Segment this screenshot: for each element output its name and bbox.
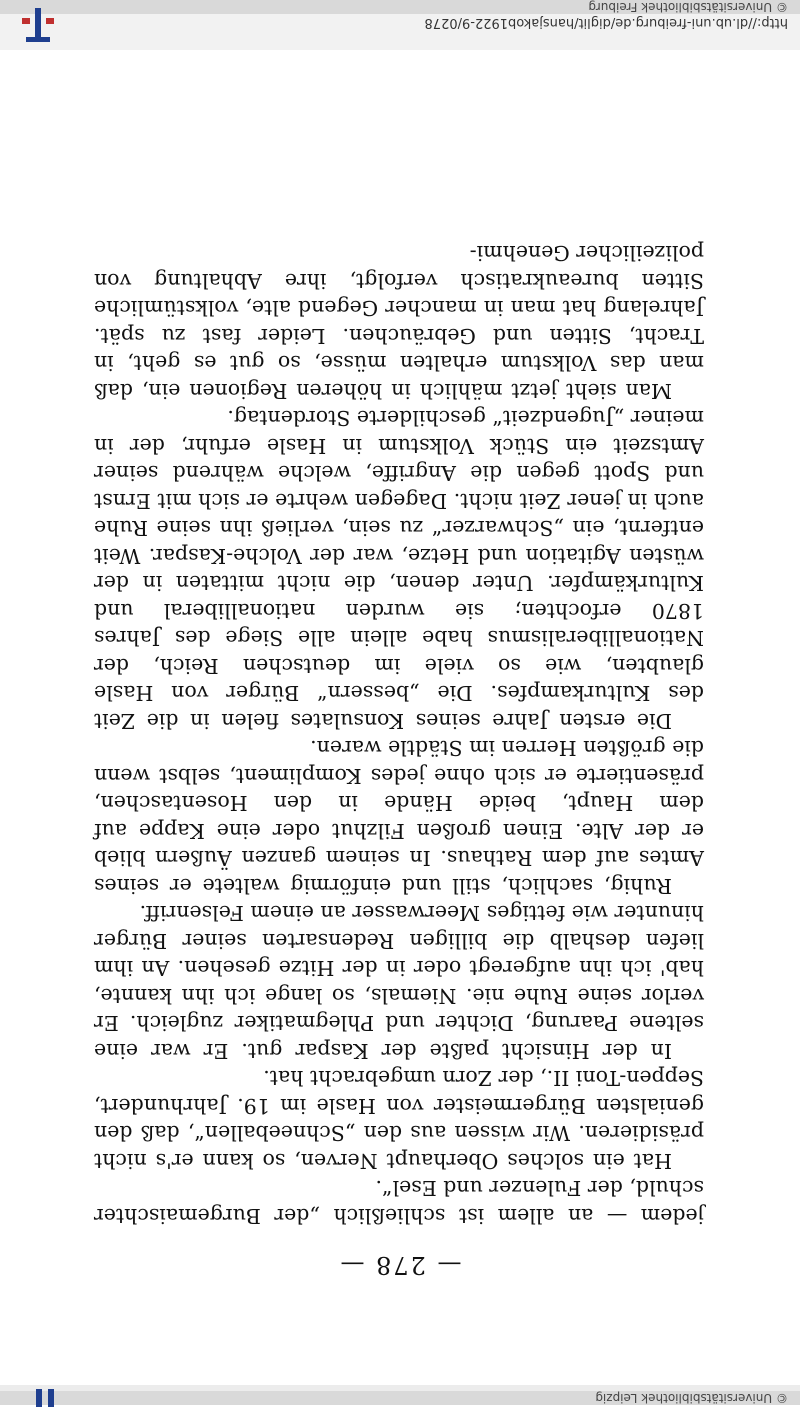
- paragraph: Ruhig, sachlich, still und einförmig waltete er seines Amtes auf dem Rathaus. In seinem ganzen Äußern blieb er der Alte. Einen großen Filzhut oder eine Kappe auf dem Haupt, beide Hände in den Hosentaschen, präsentierte er sich ohne jedes Kompliment, selbst wenn die größten Herren im Städtle waren.: [94, 736, 704, 898]
- page-number: — 278 —: [338, 1251, 462, 1279]
- library-logo-icon: [18, 1389, 58, 1407]
- footer-library-credit: © Universitätsbibliothek Freiburg: [588, 0, 788, 14]
- paragraph: Hat ein solches Oberhaupt Nerven, so kann er's nicht präsidieren. Wir wissen aus den „Schneeballen“, daß den genialsten Bürgermeister von Hasle im 19. Jahrhundert, Seppen-Toni II., der Zorn umgebracht hat.: [94, 1066, 704, 1173]
- ub-freiburg-logo-icon: [18, 6, 58, 46]
- paragraph: In der Hinsicht paßte der Kaspar gut. Er war eine seltene Paarung, Dichter und Phlegmatiker zugleich. Er verlor seine Ruhe nie. Niemals, so lange ich ihn kannte, hab' ich ihn aufgeregt oder in der Hitze gesehen. An ihm liefen deshalb die billigen Redensarten seiner Bürger hinunter wie fettiges Meerwasser an einem Felsenriff.: [94, 901, 704, 1063]
- paragraph: jedem — an allem ist schließlich „der Burgemaischter schuld, der Fulenzer und Esel“.: [94, 1176, 704, 1228]
- paragraph: Die ersten Jahre seines Konsulates fielen in die Zeit des Kulturkampfes. Die „bessern“ Bürger von Hasle glaubten, wie so viele im deutschen Reich, der Nationalliberalismus habe allein alle Siege des Jahres 1870 erfochten; sie wurden nationalliberal und Kulturkämpfer. Unter denen, die nicht mittaten in der wüsten Agitation und Hetze, war der Volche-Kaspar. Weit entfernt, ein „Schwarzer“ zu sein, verließ ihn seine Ruhe auch in jener Zeit nicht. Dagegen wehrte er sich mit Ernst und Spott gegen die Angriffe, welche während seiner Amtszeit ein Stück Volkstum in Hasle erfuhr, der in meiner „Jugendzeit“ geschilderte Stordentag.: [94, 406, 704, 733]
- body-text: [94, 239, 704, 1229]
- footer-url-link[interactable]: http://dl.ub.uni-freiburg.de/diglit/hansjakob1922-9/0278: [424, 15, 788, 30]
- header-library-credit: © Universitätsbibliothek Leipzig: [595, 1391, 788, 1405]
- paragraph: Man sieht jetzt mählich in höheren Regionen ein, daß man das Volkstum erhalten müsse, so gut es geht, in Tracht, Sitten und Gebräuchen. Leider fast zu spät. Jahrelang hat man in mancher Gegend alte, volkstümliche Sitten bureaukratisch verfolgt, ihre Abhaltung von polizeilicher Genehmi-: [94, 241, 704, 403]
